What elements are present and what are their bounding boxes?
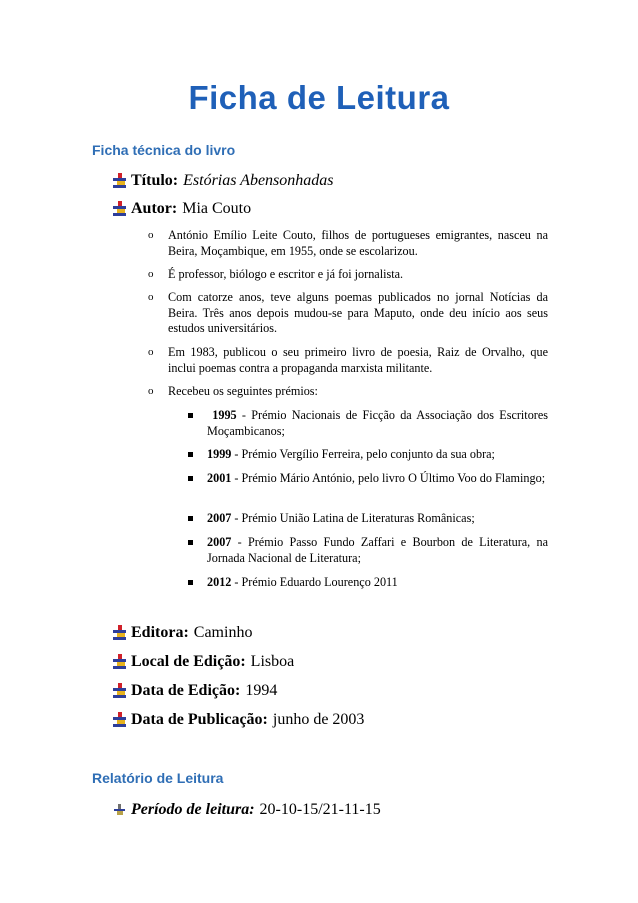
field-value: Mia Couto [182, 200, 252, 217]
document-title: Ficha de Leitura [188, 79, 450, 116]
square-bullet-icon [188, 452, 193, 457]
circle-bullet-icon: o [148, 385, 154, 397]
field-label: Autor: [131, 200, 178, 217]
field-label: Período de leitura: [131, 801, 255, 818]
book-bullet-icon [111, 201, 128, 217]
field-value: 20-10-15/21-11-15 [259, 801, 381, 818]
field-label: Data de Edição: [131, 682, 241, 699]
award-item: 2007 - Prémio União Latina de Literaturas Românicas; [188, 511, 548, 527]
field-value: 1994 [245, 682, 278, 699]
book-bullet-icon [111, 683, 128, 699]
award-item: 2012 - Prémio Eduardo Lourenço 2011 [188, 575, 548, 591]
field-autor [111, 199, 251, 219]
square-bullet-icon [188, 540, 193, 545]
field-value: Estórias Abensonhadas [183, 172, 334, 189]
square-bullet-icon [188, 413, 193, 418]
field-label: Data de Publicação: [131, 711, 268, 728]
award-item: 1999 - Prémio Vergílio Ferreira, pelo conjunto da sua obra; [188, 447, 548, 463]
list-item: o Com catorze anos, teve alguns poemas publicados no jornal Notícias da Beira. Três anos depois mudou-se para Maputo, onde deu início aos seus estudos universitários. [148, 290, 548, 335]
circle-bullet-icon: o [148, 291, 154, 303]
field-label: Título: [131, 172, 179, 189]
field-value: Lisboa [250, 653, 295, 670]
list-item: o Recebeu os seguintes prémios: [148, 384, 318, 398]
field-value: junho de 2003 [272, 711, 365, 728]
circle-bullet-icon: o [148, 346, 154, 358]
award-item: 2001 - Prémio Mário António, pelo livro O Último Voo do Flamingo; [188, 471, 548, 487]
award-item: 1995 - Prémio Nacionais de Ficção da Associação dos Escritores Moçambicanos; [188, 408, 548, 439]
field-periodo-leitura [111, 800, 381, 820]
square-bullet-icon [188, 580, 193, 585]
field-local-edicao [111, 652, 294, 672]
section-heading-report: Relatório de Leitura [92, 770, 224, 786]
award-item: 2007 - Prémio Passo Fundo Zaffari e Bourbon de Literatura, na Jornada Nacional de Literatura; [188, 535, 548, 566]
list-item: o É professor, biólogo e escritor e já foi jornalista. [148, 267, 404, 281]
book-bullet-icon [111, 712, 128, 728]
book-bullet-icon [111, 173, 128, 189]
list-item: o Em 1983, publicou o seu primeiro livro de poesia, Raiz de Orvalho, que inclui poemas contra a propaganda marxista militante. [148, 345, 548, 375]
pen-bullet-icon [111, 802, 128, 818]
circle-bullet-icon: o [148, 229, 154, 241]
square-bullet-icon [188, 516, 193, 521]
field-data-edicao [111, 681, 277, 701]
field-editora [111, 623, 252, 643]
list-item: o António Emílio Leite Couto, filhos de portugueses emigrantes, nasceu na Beira, Moçambique, em 1955, onde se escolarizou. [148, 228, 548, 258]
field-label: Local de Edição: [131, 653, 246, 670]
book-bullet-icon [111, 625, 128, 641]
square-bullet-icon [188, 476, 193, 481]
field-data-publicacao [111, 710, 364, 730]
circle-bullet-icon: o [148, 268, 154, 280]
field-value: Caminho [193, 624, 253, 641]
book-bullet-icon [111, 654, 128, 670]
section-heading-technical: Ficha técnica do livro [92, 142, 236, 158]
field-titulo [111, 171, 334, 191]
field-label: Editora: [131, 624, 189, 641]
